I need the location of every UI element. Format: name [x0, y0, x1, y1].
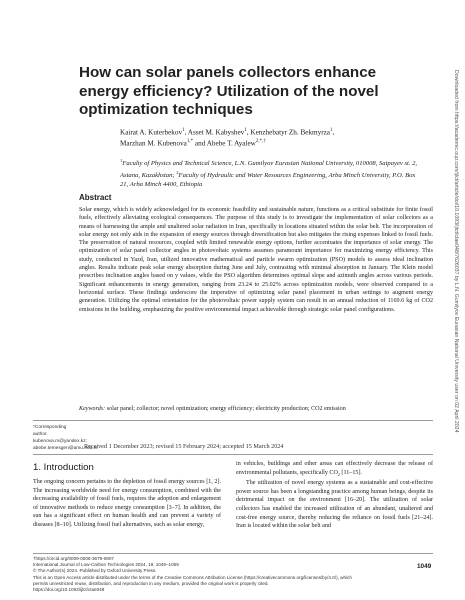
author-affil-mark: 2,*,† [255, 139, 266, 145]
footer [33, 556, 433, 593]
license-line: This is an Open Access article distributed under the terms of the Creative Commons Attribution License (https://creativecommons.org/licenses/by/4.0/), which [33, 574, 352, 580]
author-affil-mark: 1 [182, 128, 185, 133]
affiliations [120, 156, 420, 189]
abstract-heading: Abstract [79, 193, 112, 202]
author-name[interactable]: and Abebe T. Ayalew [193, 139, 256, 148]
orcid-link[interactable]: †https://orcid.org/0009-0006-3679-0907 [33, 556, 114, 561]
abstract-text: Solar energy, which is widely acknowledged for its economic feasibility and sustainable nature, functions as a critical substitute for finite fossil fuels, effectively alleviating ecological consequences. The purpose of this study is to investigate the implementation of solar collectors as a means of harnessing the ample and unaltered solar radiation in Iran, specifically in locations situated within the solar belt. The incorporation of solar energy not only aids in the expansion of energy sources through diversification but also mitigates the rising expenses linked to fossil fuels. The preservation of natural resources, coupled with limited renewable energy options, further accentuates the importance of solar energy. The optimization of solar panel collector angles in photovoltaic systems assumes paramount importance for maximizing energy efficiency. This study, conducted in Yazd, Iran, utilized innovative mathematical and particle swarm optimization (PSO) models to assess ideal inclination angles. Results indicate peak solar energy absorption during June and July, contrasting with minimal absorption in January. The Klein model prescribes inclination angles based on y values, while the PSO algorithm determines optimal slope and azimuth angles across various periods. Significant enhancements in energy generation, ranging from 23.24 to 25.02% across optimization models, were observed compared to a horizontal surface. These findings underscore the imperative of optimizing solar panel placement in urban settings to augment energy generation. Utilizing the optimal orientation for the photovoltaic power supply system can result in an annual reduction of 1169.6 kg of CO2 emissions in the building, emphasizing the positive environmental impact achievable through strategic solar panel configurations. [79, 207, 433, 313]
intro-right-column [236, 460, 433, 531]
email-link[interactable]: kubenova.m@yandex.kz; [33, 439, 87, 444]
author-separator: , [332, 128, 335, 137]
author-affil-mark: 1 [330, 128, 333, 133]
keywords-list: solar panel; collector; novel optimization; energy efficiency; electricity production; CO2 emission [106, 406, 346, 412]
license-line: permits unrestricted reuse, distribution, and reproduction in any medium, provided the original work is properly cited. [33, 580, 269, 586]
intro-left-column: The ongoing concern pertains to the depletion of fossil energy sources [1, 2]. The increasing worldwide need for energy consumption, combined with the decreasing availability of fossil fuels, requires the adoption and enlargement of innovative methods to reduce energy consumption [3–7]. In addition, the sun has a significant effect on human health and can prevent a variety of diseases [8–10]. Utilizing fossil fuel alternatives, such as solar energy, [33, 479, 221, 528]
author-name[interactable]: Kairat A. Kuterbekov [120, 128, 183, 137]
author-name[interactable]: , Asset M. Kabyshev [184, 128, 245, 137]
affiliation-2: Faculty of Hydraulic and Water Resources Engineering, Arba Minch University, P.O. Box 21, Arba Minch 4400, Ethiopia [120, 172, 416, 189]
divider [33, 553, 433, 554]
section-heading-introduction: 1. Introduction [33, 462, 94, 473]
corresponding-label: *Corresponding author. [33, 425, 67, 437]
affil-number: 1 [120, 158, 123, 163]
author-affil-mark: 1 [244, 128, 247, 133]
corresponding-author-note [33, 424, 98, 452]
intro-right-text: [11–15]. [339, 469, 363, 476]
keywords [79, 405, 439, 413]
doi-link[interactable]: https://doi.org/10.1093/ijlct/ctae048 [33, 587, 105, 593]
affil-number: 2 [176, 170, 179, 176]
author-name[interactable]: , Kenzhebatyr Zh. Bekmyrza [246, 128, 331, 137]
download-notice: Downloaded from https://academic.oup.com/ijlct/article/doi/10.1093/ijlct/ctae048/7626037 by L.N. Gumilyov Eurasian National University user on 02 April 2024 [453, 70, 459, 433]
intro-right-paragraph: The utilization of novel energy systems as a sustainable and cost-effective power source has been a longstanding practice among human beings, despite its detrimental impact on the environment [16–20]. The utilization of solar collectors has enabled the increased utilization of an abundant, unaltered and cost-free energy source, thereby reducing the reliance on fossil fuels [21–24]. Iran is located within the solar belt and [236, 480, 433, 530]
subscript: 2 [337, 471, 340, 477]
divider [33, 420, 433, 421]
author-name[interactable]: Marzhan M. Kubenova [120, 139, 187, 148]
received-dates: Received 1 December 2023; revised 15 February 2024; accepted 15 March 2024 [84, 443, 284, 450]
email-link[interactable]: abebe.temesgen@amu.edu.et [33, 446, 98, 451]
affiliation-1: Faculty of Physics and Technical Science, L.N. Gumilyov Eurasian National University, 010008, Satpayev st. 2, Astana, Kazakhstan; [120, 160, 418, 180]
divider [33, 454, 433, 455]
author-list [120, 126, 420, 149]
copyright-line: © The Author(s) 2024. Published by Oxford University Press. [33, 568, 157, 574]
journal-citation: International Journal of Low-Carbon Technologies 2024, 19, 1049–1059 [33, 562, 179, 568]
intro-right-text: in vehicles, buildings and other areas can effectively decrease the release of environmental pollutants, specifically CO [236, 461, 433, 476]
article-title: How can solar panels collectors enhance energy efficiency? Utilization of the novel optimization techniques [79, 64, 379, 118]
page-number: 1049 [417, 563, 432, 570]
keywords-label: Keywords: [79, 406, 106, 412]
author-affil-mark: 1,* [186, 139, 194, 145]
